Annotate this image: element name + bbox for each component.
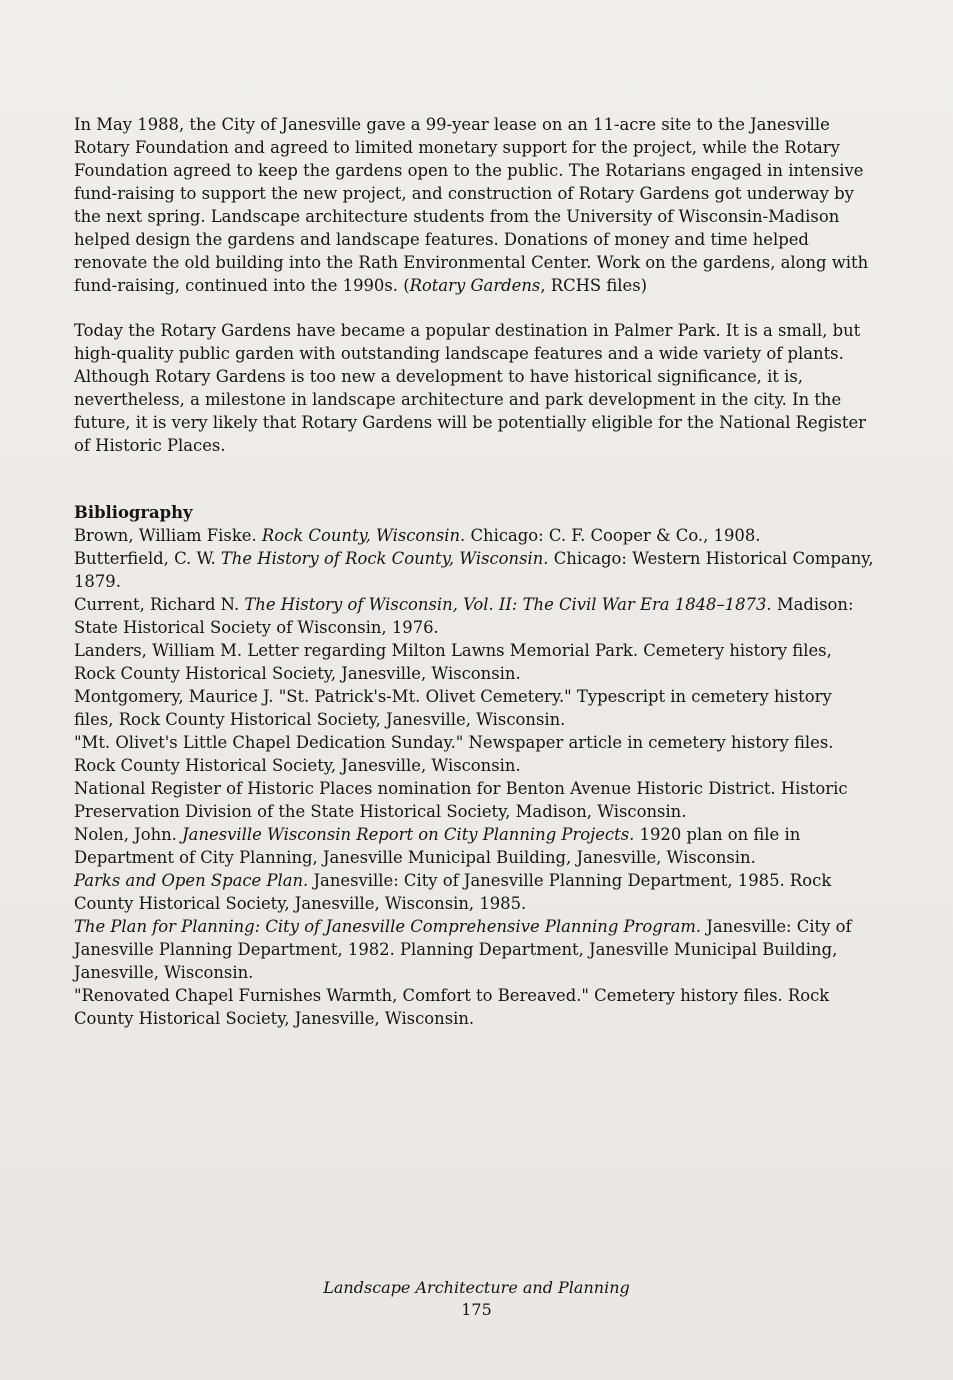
body-paragraph-2: Today the Rotary Gardens have became a popular destination in Palmer Park. It is a small, but high-quality public garden with outstanding landscape features and a wide variety of plants. Although Rotary Gardens is too new a development to have historical significance, it is, nevertheless, a milestone in landscape architecture and park development in the city. In the future, it is very likely that Rotary Gardens will be potentially eligible for the National Register of Historic Places. bbox=[74, 321, 866, 455]
bibliography-entry: Brown, William Fiske. Rock County, Wisconsin. Chicago: C. F. Cooper & Co., 1908. bbox=[74, 526, 761, 545]
bibliography-entry: "Renovated Chapel Furnishes Warmth, Comfort to Bereaved." Cemetery history files. Rock County Historical Society, Janesville, Wisconsin. bbox=[74, 986, 830, 1028]
bibliography-entry: Parks and Open Space Plan. Janesville: City of Janesville Planning Department, 1985. Rock County Historical Society, Janesville, Wisconsin, 1985. bbox=[74, 871, 832, 913]
bibliography-entry: "Mt. Olivet's Little Chapel Dedication Sunday." Newspaper article in cemetery history files. Rock County Historical Society, Janesville, Wisconsin. bbox=[74, 733, 834, 775]
page-body bbox=[74, 113, 874, 1030]
body-paragraph-1 bbox=[74, 113, 874, 297]
citation-rest: , RCHS files) bbox=[540, 276, 648, 295]
bibliography-entry: Montgomery, Maurice J. "St. Patrick's-Mt. Olivet Cemetery." Typescript in cemetery history files, Rock County Historical Society, Janesville, Wisconsin. bbox=[74, 687, 832, 729]
paragraph-1-text: In May 1988, the City of Janesville gave a 99-year lease on an 11-acre site to the Janesville Rotary Foundation and agreed to limited monetary support for the project, while the Rotary Foundation agreed to keep the gardens open to the public. The Rotarians engaged in intensive fund-raising to support the new project, and construction of Rotary Gardens got underway by the next spring. Landscape architecture students from the University of Wisconsin-Madison helped design the gardens and landscape features. Donations of money and time helped renovate the old building into the Rath Environmental Center. Work on the gardens, along with fund-raising, continued into the 1990s. ( bbox=[74, 115, 869, 295]
bibliography-entry: Landers, William M. Letter regarding Milton Lawns Memorial Park. Cemetery history files, Rock County Historical Society, Janesville, Wisconsin. bbox=[74, 641, 832, 683]
bibliography-entry: Current, Richard N. The History of Wisconsin, Vol. II: The Civil War Era 1848–1873. Madison: State Historical Society of Wisconsin, 1976. bbox=[74, 595, 854, 637]
bibliography-entry: Nolen, John. Janesville Wisconsin Report on City Planning Projects. 1920 plan on file in Department of City Planning, Janesville Municipal Building, Janesville, Wisconsin. bbox=[74, 825, 801, 867]
bibliography-entry: National Register of Historic Places nomination for Benton Avenue Historic District. Historic Preservation Division of the State Historical Society, Madison, Wisconsin. bbox=[74, 779, 848, 821]
bibliography-entry: Butterfield, C. W. The History of Rock County, Wisconsin. Chicago: Western Historical Company, 1879. bbox=[74, 549, 874, 591]
bibliography-entry: The Plan for Planning: City of Janesville Comprehensive Planning Program. Janesville: City of Janesville Planning Department, 1982. Planning Department, Janesville Municipal Building, Janesville, Wisconsin. bbox=[74, 917, 852, 982]
citation-title: Rotary Gardens bbox=[409, 276, 541, 295]
bibliography-heading: Bibliography bbox=[74, 503, 193, 522]
footer-section-title: Landscape Architecture and Planning bbox=[323, 1278, 630, 1297]
page-number: 175 bbox=[461, 1300, 492, 1319]
page-footer bbox=[0, 1277, 953, 1321]
